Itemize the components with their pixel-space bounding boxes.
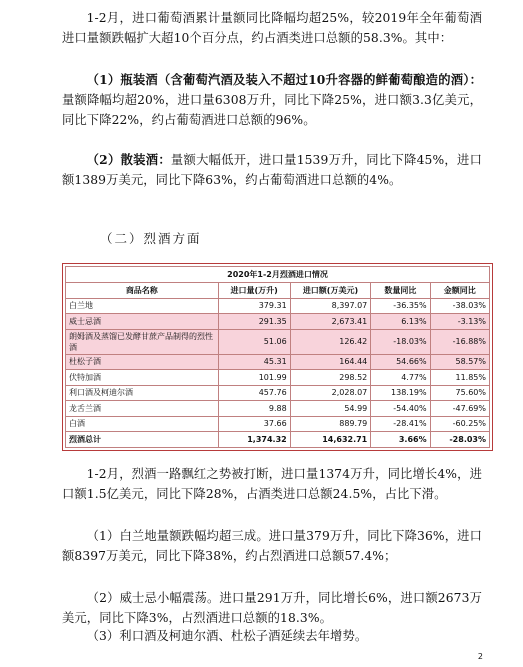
cell-name: 朗姆酒及蒸馏已发酵甘蔗产品制得的烈性酒: [66, 329, 219, 354]
table-caption: 2020年1-2月烈酒进口情况: [66, 267, 490, 283]
cell-qty: 51.06: [218, 329, 290, 354]
cell-qty: 379.31: [218, 298, 290, 314]
cell-name: 威士忌酒: [66, 314, 219, 330]
bottled-heading: （1）瓶装酒（含葡萄汽酒及装入不超过10升容器的鲜葡萄酿造的酒）：: [86, 72, 482, 87]
cell-name: 龙舌兰酒: [66, 401, 219, 417]
cell-amt-yoy: -47.69%: [430, 401, 489, 417]
table-caption-row: [66, 267, 490, 283]
cell-qty-yoy: -54.40%: [371, 401, 430, 417]
cell-amt-yoy: -3.13%: [430, 314, 489, 330]
bulk-text: 量额大幅低开，进口量1539万升，同比下降45%，进口额1389万美元，同比下降63%，约占葡萄酒进口总额的4%。: [62, 153, 482, 187]
cell-amt-yoy: -60.25%: [430, 416, 489, 432]
cell-amt: 2,028.07: [290, 385, 371, 401]
cell-qty-yoy: 54.66%: [371, 354, 430, 370]
cell-amt-yoy: -16.88%: [430, 329, 489, 354]
table-row: [66, 401, 490, 417]
cell-qty: 1,374.32: [218, 432, 290, 448]
spirits-paragraph-brandy: （1）白兰地量额跌幅均超三成。进口量379万升，同比下降36%，进口额8397万美元，同比下降38%，约占烈酒进口总额57.4%；: [62, 529, 482, 563]
table-row: [66, 432, 490, 448]
cell-amt: 126.42: [290, 329, 371, 354]
cell-qty-yoy: 3.66%: [371, 432, 430, 448]
cell-name: 白酒: [66, 416, 219, 432]
table-row: [66, 354, 490, 370]
section-title-spirits: （二）烈酒方面: [100, 231, 202, 246]
header-amt-yoy: 金额同比: [430, 283, 489, 299]
spirits-import-table-frame: [62, 263, 493, 451]
cell-amt: 8,397.07: [290, 298, 371, 314]
cell-qty-yoy: -36.35%: [371, 298, 430, 314]
cell-name: 利口酒及柯迪尔酒: [66, 385, 219, 401]
spirits-paragraph-liqueur: （3）利口酒及柯迪尔酒、杜松子酒延续去年增势。: [86, 629, 368, 643]
table-row: [66, 314, 490, 330]
cell-qty: 9.88: [218, 401, 290, 417]
table-row: [66, 370, 490, 386]
cell-amt-yoy: -28.03%: [430, 432, 489, 448]
cell-qty-yoy: 6.13%: [371, 314, 430, 330]
table-row: [66, 385, 490, 401]
cell-amt-yoy: -38.03%: [430, 298, 489, 314]
wine-paragraph-1: 1-2月，进口葡萄酒累计量额同比降幅均超25%，较2019年全年葡萄酒进口量额跌幅扩大超10个百分点，约占酒类进口总额的58.3%。其中：: [62, 11, 482, 45]
cell-qty-yoy: 138.19%: [371, 385, 430, 401]
spirits-paragraph-1: 1-2月，烈酒一路飘红之势被打断，进口量1374万升，同比增长4%，进口额1.5亿美元，同比下降28%，占酒类进口总额24.5%，占比下滑。: [62, 467, 482, 501]
table-row: [66, 416, 490, 432]
cell-qty: 45.31: [218, 354, 290, 370]
cell-name: 白兰地: [66, 298, 219, 314]
cell-name: 烈酒总计: [66, 432, 219, 448]
page-number: 2: [477, 652, 483, 661]
wine-paragraph-bottled: [62, 70, 482, 130]
spirits-import-table: [65, 266, 490, 448]
header-qty-yoy: 数量同比: [371, 283, 430, 299]
cell-amt: 14,632.71: [290, 432, 371, 448]
cell-qty-yoy: 4.77%: [371, 370, 430, 386]
cell-qty: 457.76: [218, 385, 290, 401]
cell-qty-yoy: -28.41%: [371, 416, 430, 432]
spirits-paragraph-whisky: （2）威士忌小幅震荡。进口量291万升，同比增长6%，进口额2673万美元，同比下降3%，占烈酒进口总额的18.3%。: [62, 591, 482, 625]
cell-qty: 101.99: [218, 370, 290, 386]
cell-amt: 889.79: [290, 416, 371, 432]
cell-amt: 298.52: [290, 370, 371, 386]
header-qty: 进口量(万升): [218, 283, 290, 299]
cell-amt: 54.99: [290, 401, 371, 417]
wine-paragraph-bulk: [62, 150, 482, 190]
bulk-heading: （2）散装酒：: [86, 152, 171, 167]
cell-name: 伏特加酒: [66, 370, 219, 386]
bottled-text: 量额降幅均超20%，进口量6308万升，同比下降25%，进口额3.3亿美元，同比下降22%，约占葡萄酒进口总额的96%。: [62, 93, 482, 127]
cell-qty: 37.66: [218, 416, 290, 432]
cell-qty: 291.35: [218, 314, 290, 330]
cell-name: 杜松子酒: [66, 354, 219, 370]
cell-qty-yoy: -18.03%: [371, 329, 430, 354]
table-header-row: [66, 283, 490, 299]
cell-amt-yoy: 58.57%: [430, 354, 489, 370]
table-row: [66, 329, 490, 354]
cell-amt: 2,673.41: [290, 314, 371, 330]
table-row: [66, 298, 490, 314]
cell-amt-yoy: 11.85%: [430, 370, 489, 386]
cell-amt: 164.44: [290, 354, 371, 370]
header-amt: 进口额(万美元): [290, 283, 371, 299]
header-name: 商品名称: [66, 283, 219, 299]
cell-amt-yoy: 75.60%: [430, 385, 489, 401]
